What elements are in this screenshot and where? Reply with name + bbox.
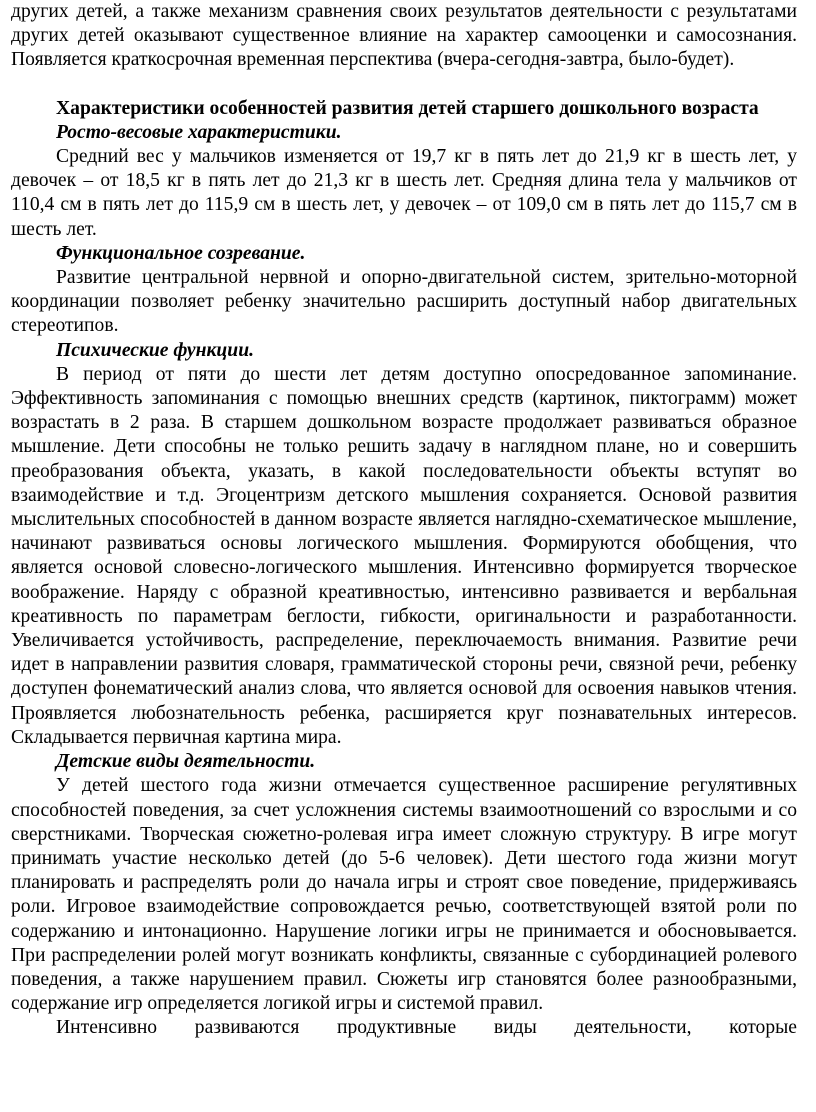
paragraph-functional: Развитие центральной нервной и опорно-двигательной систем, зрительно-моторной координации позволяет ребенку значительно расширить доступный набор двигательных стереотипов. (11, 267, 797, 337)
intro-paragraph: других детей, а также механизм сравнения своих результатов деятельности с результатами других детей оказывают существенное влияние на характер самооценки и самосознания. Появляется краткосрочная временная перспектива (вчера-сегодня-завтра, было-будет). (11, 1, 797, 71)
paragraph-activities: У детей шестого года жизни отмечается существенное расширение регулятивных способностей поведения, за счет усложнения системы взаимоотношений со взрослыми и со сверстниками. Творческая сюжетно-ролевая игра имеет сложную структуру. В игре могут принимать участие несколько детей (до 5-6 человек). Дети шестого года жизни могут планировать и распределять роли до начала игры и строят свое поведение, придерживаясь роли. Игровое взаимодействие сопровождается речью, соответствующей взятой роли по содержанию и интонационно. Нарушение логики игры не принимается и обосновывается. При распределении ролей могут возникать конфликты, связанные с субординацией ролевого поведения, а также нарушением правил. Сюжеты игр становятся более разнообразными, содержание игр определяется логикой игры и системой правил. (11, 775, 797, 1015)
subheading-functional: Функциональное созревание. (56, 242, 306, 264)
paragraph-growth: Средний вес у мальчиков изменяется от 19,7 кг в пять лет до 21,9 кг в шесть лет, у девочек – от 18,5 кг в пять лет до 21,3 кг в шесть лет. Средняя длина тела у мальчиков от 110,4 см в пять лет до 115,9 см в шесть лет, у девочек – от 109,0 см в пять лет до 115,7 см в шесть лет. (11, 146, 797, 240)
section-heading: Характеристики особенностей развития детей старшего дошкольного возраста (56, 97, 759, 119)
document-page (11, 0, 797, 1041)
paragraph-psychic: В период от пяти до шести лет детям доступно опосредованное запоминание. Эффективность запоминания с помощью внешних средств (картинок, пиктограмм) может возрастать в 2 раза. В старшем дошкольном возрасте продолжает развиваться образное мышление. Дети способны не только решить задачу в наглядном плане, но и совершить преобразования объекта, указать, в какой последовательности объекты вступят во взаимодействие и т.д. Эгоцентризм детского мышления сохраняется. Основой развития мыслительных способностей в данном возрасте является наглядно-схематическое мышление, начинают развиваться основы логического мышления. Формируются обобщения, что является основой словесно-логического мышления. Интенсивно формируется творческое воображение. Наряду с образной креативностью, интенсивно развивается и вербальная креативность по параметрам беглости, гибкости, оригинальности и разработанности. Увеличивается устойчивость, распределение, переключаемость внимания. Развитие речи идет в направлении развития словаря, грамматической стороны речи, связной речи, ребенку доступен фонематический анализ слова, что является основой для освоения навыков чтения. Проявляется любознательность ребенка, расширяется круг познавательных интересов. Складывается первичная картина мира. (11, 363, 797, 748)
subheading-activities: Детские виды деятельности. (56, 751, 316, 773)
paragraph-gap (11, 73, 797, 97)
subheading-growth: Росто-весовые характеристики. (56, 121, 342, 143)
paragraph-trailing: Интенсивно развиваются продуктивные виды деятельности, которые (56, 1017, 797, 1039)
subheading-psychic: Психические функции. (56, 339, 254, 361)
